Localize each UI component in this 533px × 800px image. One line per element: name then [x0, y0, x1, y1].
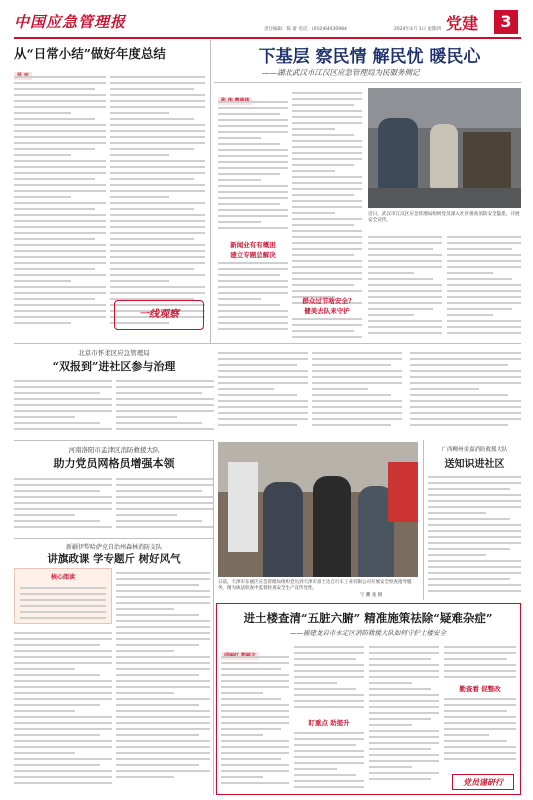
bottom-body-col2-bottom	[294, 728, 364, 792]
right-headline: 送知识进社区	[444, 459, 505, 470]
bottom-body-col2-top	[294, 642, 364, 716]
editor-info: 责任编辑：陈 蕾 电话：(010)64430984	[264, 27, 347, 32]
pullquote-2-line2: 健美去队来守护	[304, 307, 350, 315]
story2-kicker: 北京市怀柔区应急管理局	[78, 349, 150, 357]
story4-body-col2	[116, 568, 210, 793]
story3-body-col2	[116, 474, 214, 534]
main-body-col2	[292, 88, 362, 318]
core-viewpoint-box	[14, 568, 112, 624]
left-top-body-col2	[110, 72, 205, 337]
page-number-badge	[494, 10, 518, 34]
story3-kicker: 河南洛阳市孟津区消防救援大队	[68, 446, 160, 454]
main-photo-caption: 近日，武汉市江汉区应急管理局组织党员深入社区排查消防安全隐患，开展安全宣传。	[368, 212, 520, 223]
bottom-feature-box	[216, 603, 521, 795]
bottom-headline: 进土楼查清“五脏六腑” 精准施策祛除“疑难杂症”	[243, 611, 493, 625]
paper-name: 中国应急管理报	[14, 13, 127, 31]
bottom-subsection-2: 勤查看 促整改	[459, 685, 501, 693]
main-story-continued	[410, 348, 521, 436]
pullquote-1	[218, 240, 288, 259]
right-body	[428, 472, 521, 600]
main-headline: 下基层 察民情 解民忧 暖民心	[258, 47, 481, 67]
story3-body-col1	[14, 474, 112, 534]
pullquote-2-line1: 群众过节啥安全?	[302, 297, 352, 305]
section-title: 党建	[446, 14, 479, 33]
main-body-col3	[368, 232, 442, 340]
story2-body-col3	[218, 348, 308, 436]
left-top-headline: 从“日常小结”做好年度总结	[14, 46, 166, 61]
story2-headline: “双报到”进社区参与治理	[52, 360, 176, 373]
story2-body-col4	[312, 348, 402, 436]
right-kicker: 广西柳州金嘉消防救援大队	[441, 447, 508, 453]
bottom-subsection-1: 盯重点 助提升	[308, 719, 350, 727]
main-body-col1	[218, 97, 288, 237]
story3-headline: 助力党员网格员增强本领	[53, 457, 175, 470]
left-top-body	[14, 72, 106, 330]
bottom-subhead: ——福建龙岩市永定区消防救援大队如何守护土楼安全	[290, 629, 446, 637]
bottom-body-col1	[221, 652, 289, 792]
main-body-col1b	[218, 258, 288, 336]
story2-body-col2	[116, 376, 214, 436]
bottom-body-col4-bottom	[444, 694, 516, 766]
column-logo-text: 一线观察	[139, 309, 179, 320]
pullquote-1-line1: 新闻业有有概困	[230, 241, 276, 249]
main-body-col2b	[292, 314, 362, 340]
center-photo-caption: 日前，天津市东丽区应急管理局组织党员到天津市富士达自行车工业有限公司开展安全检查指导服务，图为执法检查中监督检查安全生产宣传党性。	[218, 580, 412, 591]
pullquote-1-line2: 建立专题总解决	[230, 251, 276, 259]
main-subhead: ——湖北武汉市江汉区应急管理局为民服务侧记	[262, 68, 420, 77]
story4-body-col1	[14, 628, 112, 793]
main-body-col4	[447, 232, 521, 340]
center-photo	[218, 442, 418, 577]
bottom-body-col4-top	[444, 642, 516, 682]
core-viewpoint-label: 核心阅读	[50, 574, 75, 581]
story2-body-col1	[14, 376, 112, 436]
bottom-body-col3	[369, 642, 439, 792]
center-photo-credit: 宁 鹏 张 摄	[360, 593, 383, 598]
pullquote-2	[292, 296, 362, 315]
issue-date: 2024年4月 1日 星期四	[394, 27, 442, 32]
page-number: 3	[500, 12, 512, 31]
story4-kicker: 新疆伊犁哈萨克自治州森林消防支队	[65, 544, 162, 551]
story4-headline: 讲旗政课 学专题斤 树好风气	[47, 553, 181, 565]
masthead	[14, 8, 521, 36]
column-logo	[114, 300, 204, 330]
main-story-photo	[368, 88, 521, 208]
bottom-logo: 党员谨研行	[452, 774, 514, 790]
